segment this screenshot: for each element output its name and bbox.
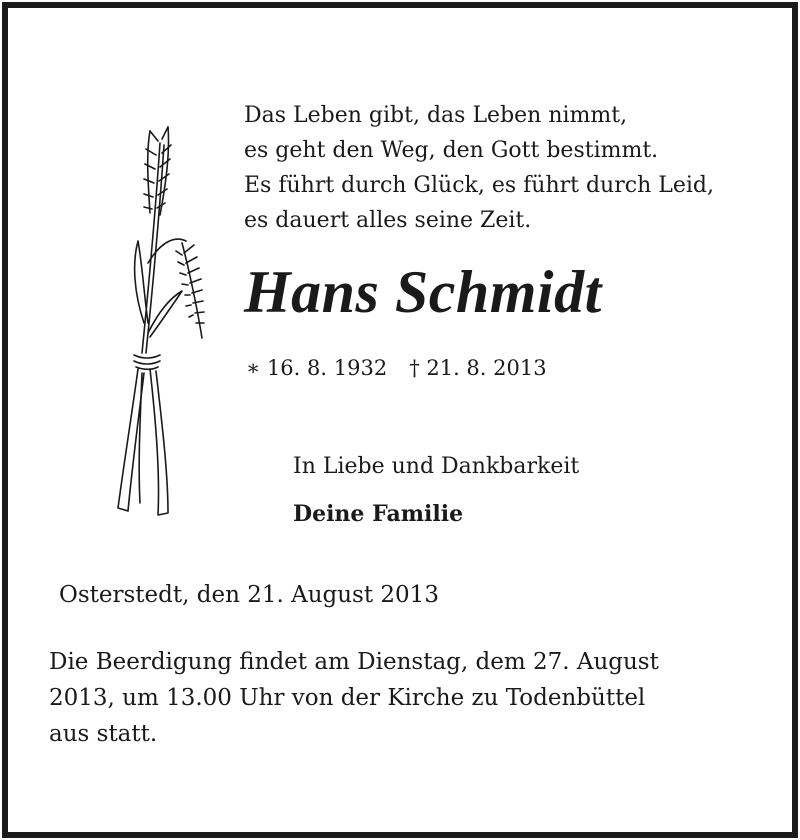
obituary-notice bbox=[2, 2, 798, 838]
funeral-line: Die Beerdigung findet am Dienstag, dem 27. August bbox=[49, 649, 659, 675]
place-date: Osterstedt, den 21. August 2013 bbox=[59, 582, 439, 608]
poem-line: es geht den Weg, den Gott bestimmt. bbox=[244, 138, 659, 163]
death-date: † 21. 8. 2013 bbox=[409, 356, 547, 380]
poem-line: Es führt durch Glück, es führt durch Leid, bbox=[244, 173, 714, 198]
life-dates bbox=[246, 356, 547, 380]
funeral-line: aus statt. bbox=[49, 721, 158, 747]
funeral-line: 2013, um 13.00 Uhr von der Kirche zu Todenbüttel bbox=[49, 685, 646, 711]
thanks-text: In Liebe und Dankbarkeit bbox=[293, 454, 580, 479]
poem-line: Das Leben gibt, das Leben nimmt, bbox=[244, 103, 628, 128]
funeral-notice bbox=[49, 644, 769, 752]
birth-date: ∗ 16. 8. 1932 bbox=[246, 356, 388, 380]
deceased-name: Hans Schmidt bbox=[244, 259, 602, 325]
poem-line: es dauert alles seine Zeit. bbox=[244, 208, 532, 233]
wheat-sheaf-icon bbox=[98, 123, 228, 523]
poem bbox=[244, 98, 714, 238]
signature: Deine Familie bbox=[293, 501, 464, 527]
